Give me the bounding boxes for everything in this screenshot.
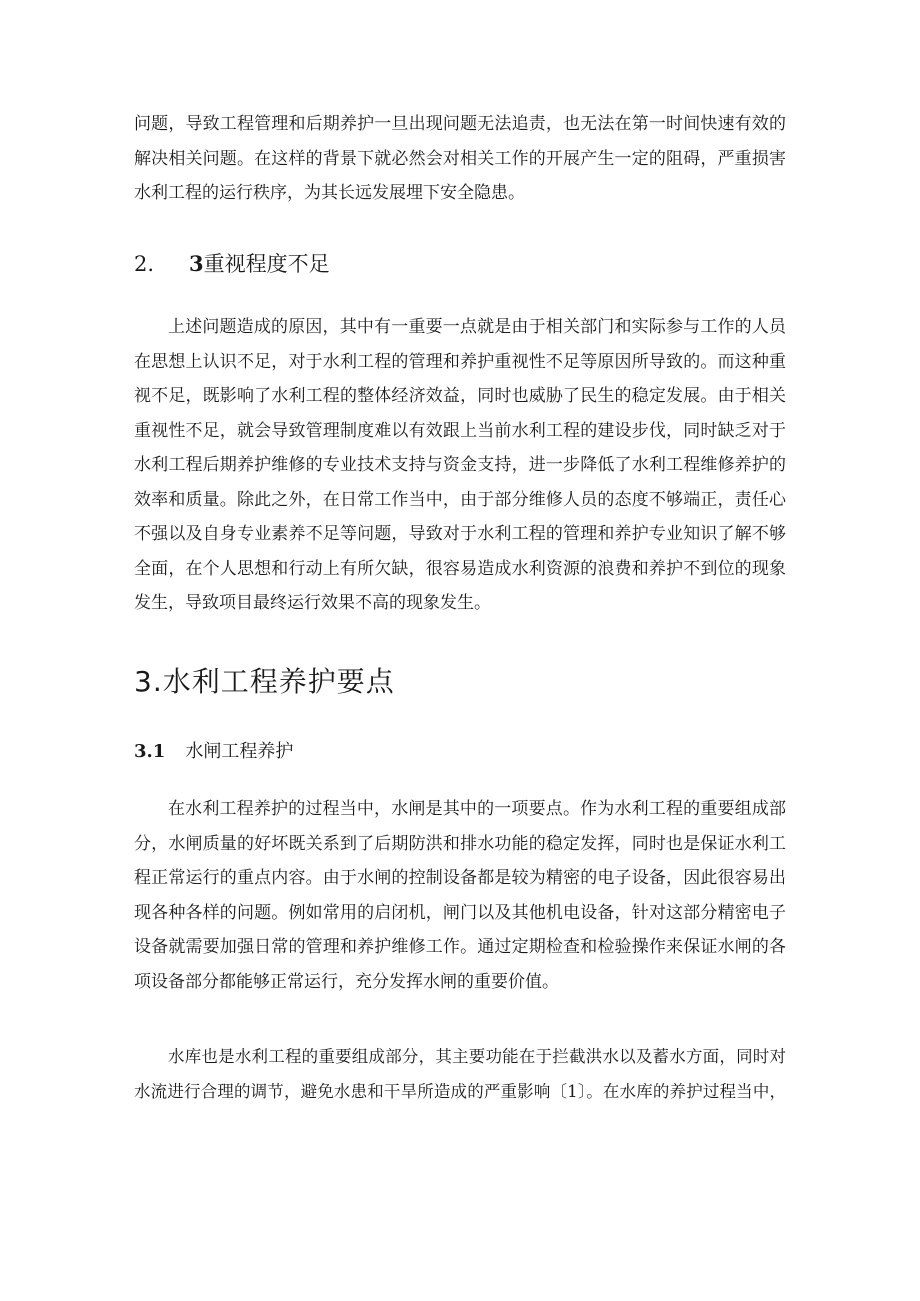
section-heading-2-3: [134, 248, 330, 278]
paragraph-line: 设备就需要加强日常的管理和养护维修工作。通过定期检查和检验操作来保证水闸的各: [134, 937, 786, 957]
section-title: 重视程度不足: [203, 252, 330, 276]
section-heading-3-1: [134, 737, 293, 763]
paragraph-line: 在水利工程养护的过程当中，水闸是其中的一项要点。作为水利工程的重要组成部: [168, 799, 786, 819]
paragraph-line: 现各种各样的问题。例如常用的启闭机，闸门以及其他机电设备，针对这部分精密电子: [134, 902, 786, 923]
paragraph-line: 解决相关问题。在这样的背景下就必然会对相关工作的开展产生一定的阻碍，严重损害: [134, 148, 786, 169]
paragraph-4: [134, 1040, 786, 1109]
chapter-heading-3: 3.水利工程养护要点: [134, 665, 395, 698]
paragraph-line: 水库也是水利工程的重要组成部分，其主要功能在于拦截洪水以及蓄水方面，同时对: [168, 1047, 786, 1066]
paragraph-line: 发生，导致项目最终运行效果不高的现象发生。: [134, 593, 491, 613]
paragraph-line: 项设备部分都能够正常运行，充分发挥水闸的重要价值。: [134, 971, 559, 992]
paragraph-line: 在思想上认识不足，对于水利工程的管理和养护重视性不足等原因所导致的。而这种重: [134, 351, 786, 372]
paragraph-line: 效率和质量。除此之外，在日常工作当中，由于部分维修人员的态度不够端正，责任心: [134, 489, 786, 510]
paragraph-line: 上述问题造成的原因，其中有一重要一点就是由于相关部门和实际参与工作的人员: [168, 317, 786, 337]
paragraph-3: [134, 792, 786, 999]
paragraph-line: 视不足，既影响了水利工程的整体经济效益，同时也威胁了民生的稳定发展。由于相关: [134, 386, 786, 406]
section-number: 2.: [134, 252, 155, 276]
paragraph-line: 水流进行合理的调节，避免水患和干旱所造成的严重影响〔1〕。在水库的养护过程当中，: [134, 1081, 786, 1101]
paragraph-line: 不强以及自身专业素养不足等问题，导致对于水利工程的管理和养护专业知识了解不够: [134, 524, 786, 544]
paragraph-line: 全面，在个人思想和行动上有所欠缺，很容易造成水利资源的浪费和养护不到位的现象: [134, 558, 786, 579]
paragraph-line: 程正常运行的重点内容。由于水闸的控制设备都是较为精密的电子设备，因此很容易出: [134, 868, 786, 888]
paragraph-line: 水利工程后期养护维修的专业技术支持与资金支持，进一步降低了水利工程维修养护的: [134, 455, 786, 475]
section-number: 3.1: [134, 741, 166, 762]
subsection-number: 3: [189, 251, 204, 276]
paragraph-line: 分，水闸质量的好坏既关系到了后期防洪和排水功能的稳定发挥，同时也是保证水利工: [134, 833, 786, 854]
paragraph-line: 水利工程的运行秩序，为其长远发展埋下安全隐患。: [134, 183, 525, 203]
paragraph-2: [134, 310, 786, 621]
section-title: 水闸工程养护: [185, 741, 294, 762]
paragraph-line: 重视性不足，就会导致管理制度难以有效跟上当前水利工程的建设步伐，同时缺乏对于: [134, 420, 786, 441]
paragraph-line: 问题，导致工程管理和后期养护一旦出现问题无法追责，也无法在第一时间快速有效的: [134, 114, 786, 134]
paragraph-1: [134, 107, 786, 211]
